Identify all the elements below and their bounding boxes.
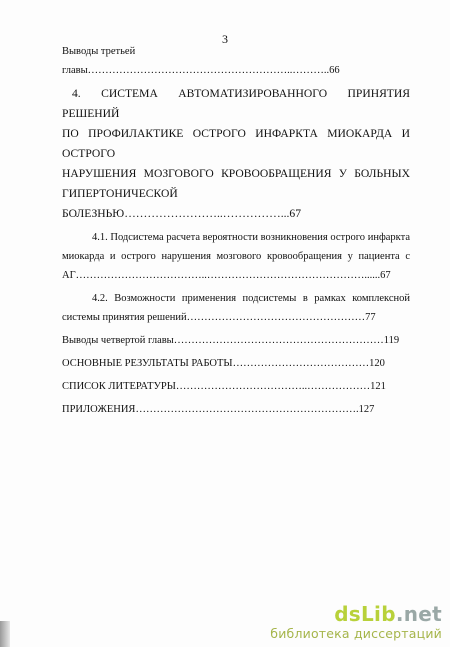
toc-entry-main-results: ОСНОВНЫЕ РЕЗУЛЬТАТЫ РАБОТЫ…………………………………120 bbox=[62, 358, 385, 369]
watermark-logo: dsLib.net bbox=[334, 602, 442, 626]
toc-line: 4.2. Возможности применения подсистемы в рамках комплексной bbox=[92, 293, 410, 304]
watermark-subtitle: библиотека диссертаций bbox=[270, 626, 442, 641]
toc-entry-conclusions-chapter-4: Выводы четвертой главы……………………………………………………119 bbox=[62, 335, 400, 346]
table-of-contents bbox=[62, 42, 410, 419]
toc-line: ГИПЕРТОНИЧЕСКОЙ БОЛЕЗНЬЮ……………………..……………...67 bbox=[62, 187, 302, 220]
toc-line: 4.1. Подсистема расчета вероятности возникновения острого инфаркта bbox=[92, 232, 410, 243]
toc-entry-chapter-4 bbox=[62, 84, 410, 224]
toc-entry-references: СПИСОК ЛИТЕРАТУРЫ………………………………..………………121 bbox=[62, 381, 386, 392]
watermark bbox=[270, 602, 442, 641]
toc-entry-appendices: ПРИЛОЖЕНИЯ……………………………………………………….127 bbox=[62, 404, 375, 415]
scan-edge-shadow bbox=[0, 621, 10, 647]
toc-line: миокарда и острого нарушения мозгового кровообращения у пациента с bbox=[62, 251, 410, 262]
toc-line: 4. СИСТЕМА АВТОМАТИЗИРОВАННОГО ПРИНЯТИЯ РЕШЕНИЙ bbox=[62, 87, 410, 120]
toc-entry-section-4-2 bbox=[62, 289, 410, 327]
toc-line: системы принятия решений……………………………………………77 bbox=[62, 312, 376, 323]
toc-entry-conclusions-chapter-3: Выводы третьей главы…………………………………………………..………..66 bbox=[62, 46, 340, 76]
page-number: 3 bbox=[222, 32, 228, 46]
toc-line: ПО ПРОФИЛАКТИКЕ ОСТРОГО ИНФАРКТА МИОКАРДА И ОСТРОГО bbox=[62, 127, 410, 160]
toc-entry-section-4-1 bbox=[62, 228, 410, 285]
toc-line: НАРУШЕНИЯ МОЗГОВОГО КРОВООБРАЩЕНИЯ У БОЛЬНЫХ bbox=[62, 167, 410, 180]
toc-line: АГ………………………………..………………………………………......67 bbox=[62, 270, 391, 281]
